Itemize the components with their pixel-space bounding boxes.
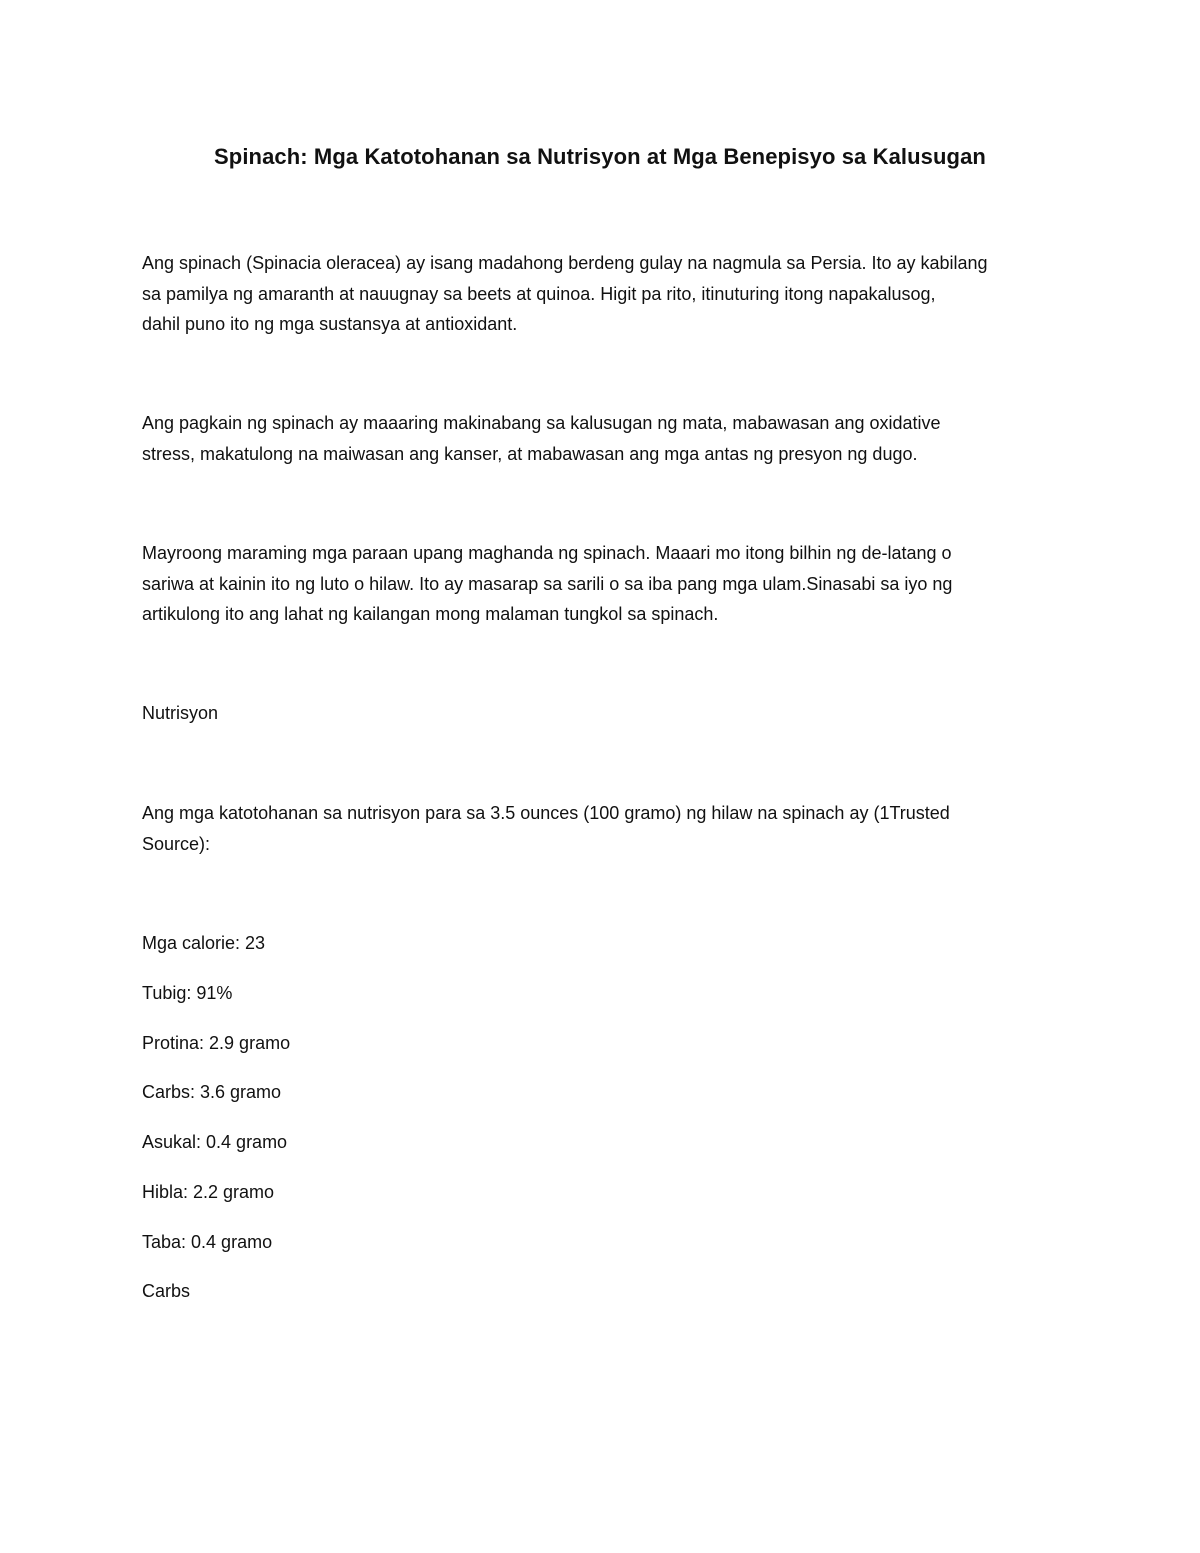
paragraph-line: sariwa at kainin ito ng luto o hilaw. Ito ay masarap sa sarili o sa iba pang mga ulam.Sinasabi sa iyo ng bbox=[142, 573, 953, 594]
paragraph-line: dahil puno ito ng mga sustansya at antioxidant. bbox=[142, 314, 518, 334]
paragraph-preparation bbox=[142, 538, 1062, 630]
paragraph-line: artikulong ito ang lahat ng kailangan mong malaman tungkol sa spinach. bbox=[142, 604, 719, 624]
nutrition-fact-item: Carbs: 3.6 gramo bbox=[142, 1082, 282, 1102]
document-title: Spinach: Mga Katotohanan sa Nutrisyon at Mga Benepisyo sa Kalusugan bbox=[214, 144, 986, 169]
section-heading-nutrition: Nutrisyon bbox=[142, 703, 219, 723]
paragraph-line: Ang mga katotohanan sa nutrisyon para sa 3.5 ounces (100 gramo) ng hilaw na spinach ay (1Trusted bbox=[142, 803, 950, 823]
nutrition-fact-item: Mga calorie: 23 bbox=[142, 933, 266, 953]
nutrition-fact-item: Taba: 0.4 gramo bbox=[142, 1232, 273, 1252]
paragraph-line: stress, makatulong na maiwasan ang kanser, at mabawasan ang mga antas ng presyon ng dugo. bbox=[142, 443, 918, 464]
paragraph-intro bbox=[142, 248, 1062, 340]
paragraph-nutrition-intro bbox=[142, 798, 1062, 859]
paragraph-line: Ang pagkain ng spinach ay maaaring makinabang sa kalusugan ng mata, mabawasan ang oxidative bbox=[142, 413, 941, 433]
nutrition-fact-item: Asukal: 0.4 gramo bbox=[142, 1132, 288, 1152]
paragraph-line: Ang spinach (Spinacia oleracea) ay isang madahong berdeng gulay na nagmula sa Persia. Ito ay kabilang bbox=[142, 253, 988, 273]
paragraph-line: Source): bbox=[142, 833, 211, 854]
paragraph-line: Mayroong maraming mga paraan upang maghanda ng spinach. Maaari mo itong bilhin ng de-latang o bbox=[142, 543, 952, 563]
nutrition-fact-item: Tubig: 91% bbox=[142, 983, 233, 1003]
paragraph-benefits bbox=[142, 408, 1062, 469]
nutrition-fact-item: Carbs bbox=[142, 1281, 191, 1301]
nutrition-fact-item: Protina: 2.9 gramo bbox=[142, 1033, 291, 1053]
nutrition-fact-item: Hibla: 2.2 gramo bbox=[142, 1182, 275, 1202]
paragraph-line: sa pamilya ng amaranth at nauugnay sa beets at quinoa. Higit pa rito, itinuturing itong napakalusog, bbox=[142, 283, 936, 304]
